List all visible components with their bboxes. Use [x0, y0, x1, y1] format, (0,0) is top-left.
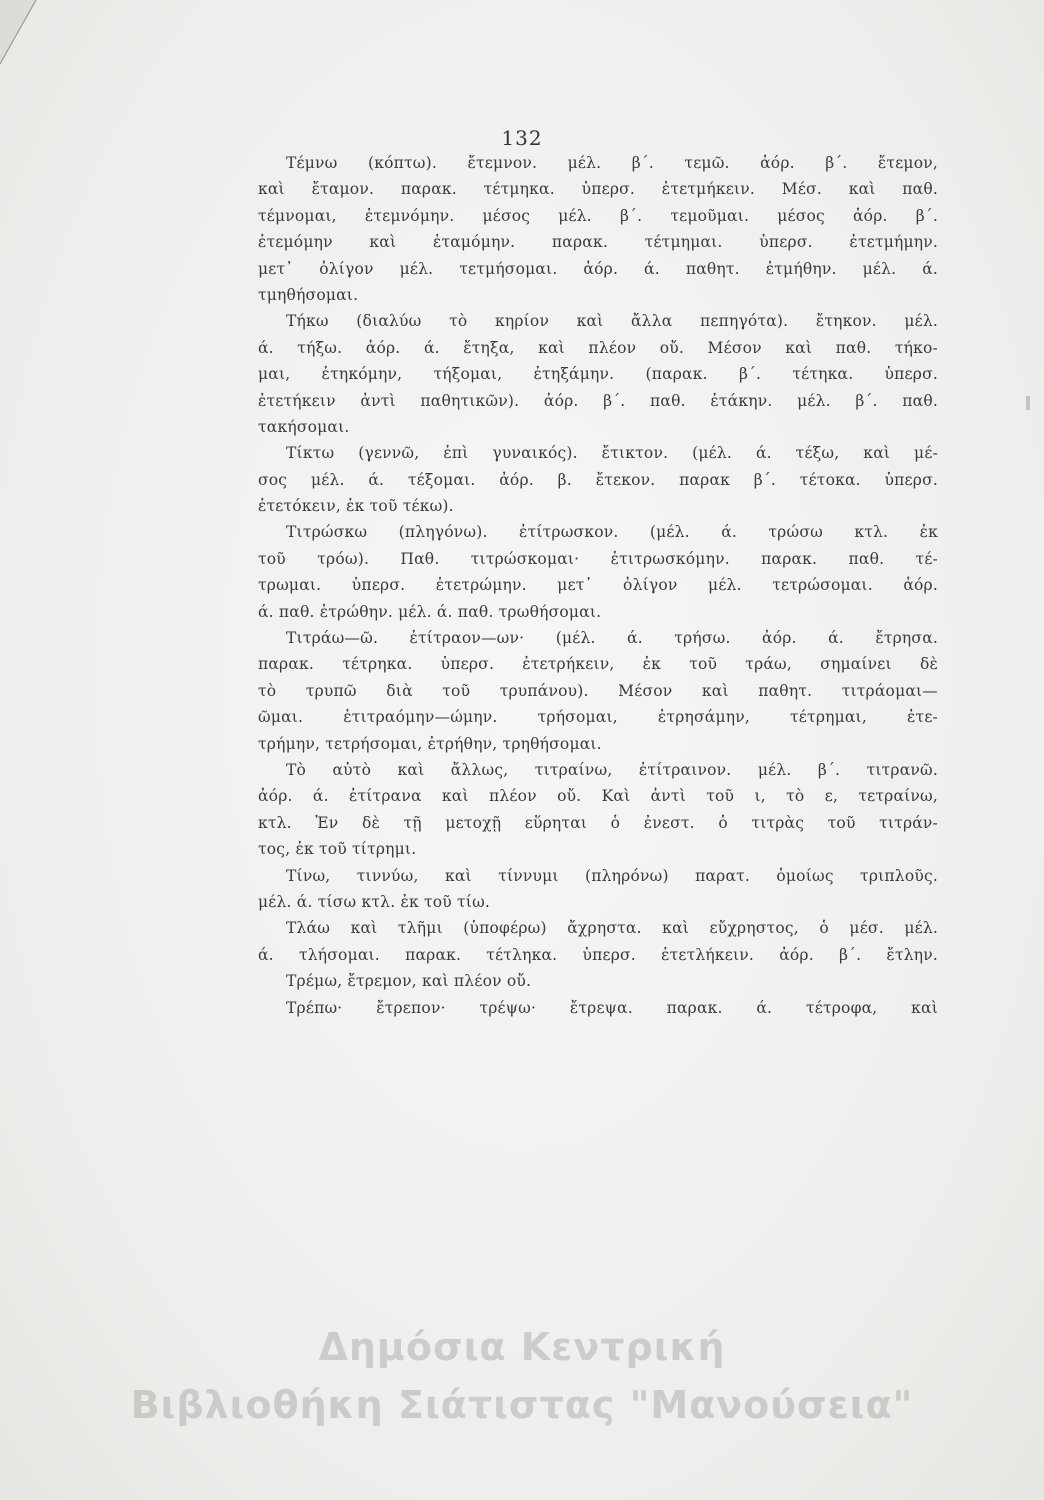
text-line: τμηθήσομαι. [258, 285, 359, 304]
text-line: τακήσομαι. [258, 417, 350, 436]
text-line: ἐτετόκειν, ἐκ τοῦ τέκω). [258, 497, 454, 516]
page-number: 132 [501, 126, 543, 150]
text-line: τος, ἐκ τοῦ τίτρημι. [258, 840, 417, 859]
text-line: Τρέπω· ἔτρεπον· τρέψω· ἔτρεψα. παρακ. ά. τέτροφα, καὶ [286, 998, 938, 1017]
text-line: μέλ. ά. τίσω κτλ. ἐκ τοῦ τίω. [258, 892, 491, 911]
page-corner-fold [0, 0, 40, 70]
text-line: παρακ. τέτρηκα. ὑπερσ. ἐτετρήκειν, ἐκ τοῦ τράω, σημαίνει δὲ [258, 655, 938, 674]
text-line: Τὸ αὐτὸ καὶ ἄλλως, τιτραίνω, ἐτίτραινον. μέλ. β΄. τιτρανῶ. [286, 760, 938, 779]
text-line: μαι, ἐτηκόμην, τήξομαι, ἐτηξάμην. (παρακ. β΄. τέτηκα. ὑπερσ. [258, 365, 938, 384]
text-line: καὶ ἔταμον. παρακ. τέτμηκα. ὑπερσ. ἐτετμήκειν. Μέσ. καὶ παθ. [258, 180, 938, 199]
text-line: Τλάω καὶ τλῆμι (ὑποφέρω) ἄχρηστα. καὶ εὔχρηστος, ὁ μέσ. μέλ. [286, 919, 938, 938]
text-line: τοῦ τρόω). Παθ. τιτρώσκομαι· ἐτιτρωσκόμην. παρακ. παθ. τέ- [258, 549, 938, 568]
text-line: τέμνομαι, ἐτεμνόμην. μέσος μέλ. β΄. τεμοῦμαι. μέσος ἀόρ. β΄. [258, 206, 938, 225]
text-line: Τίνω, τιννύω, καὶ τίννυμι (πληρόνω) παρατ. ὁμοίως τριπλοῦς. [286, 866, 938, 885]
text-line: ἀόρ. ά. ἐτίτρανα καὶ πλέον οὔ. Καὶ ἀντὶ τοῦ ι, τὸ ε, τετραίνω, [258, 787, 938, 806]
text-line: μετ᾽ ὀλίγον μέλ. τετμήσομαι. ἀόρ. ά. παθητ. ἐτμήθην. μέλ. ά. [258, 259, 938, 278]
text-line: ἐτεμόμην καὶ ἐταμόμην. παρακ. τέτμημαι. ὑπερσ. ἐτετμήμην. [258, 233, 938, 252]
watermark-line-1: Δημόσια Κεντρική [318, 1325, 726, 1369]
text-line: ά. τλήσομαι. παρακ. τέτληκα. ὑπερσ. ἐτετλήκειν. ἀόρ. β΄. ἔτλην. [258, 945, 938, 964]
text-line: τρωμαι. ὑπερσ. ἐτετρώμην. μετ᾽ ὀλίγον μέλ. τετρώσομαι. ἀόρ. [258, 576, 938, 595]
text-line: τρήμην, τετρήσομαι, ἐτρήθην, τρηθήσομαι. [258, 734, 602, 753]
watermark-line-2: Βιβλιοθήκη Σιάτιστας "Μανούσεια" [130, 1383, 914, 1427]
text-line: Τέμνω (κόπτω). ἔτεμνον. μέλ. β΄. τεμῶ. ἀόρ. β΄. ἔτεμον, [286, 154, 938, 172]
text-line: ἐτετήκειν ἀντὶ παθητικῶν). ἀόρ. β΄. παθ. ἐτάκην. μέλ. β΄. παθ. [258, 391, 938, 410]
library-watermark [0, 1318, 1044, 1434]
text-line: κτλ. Ἐν δὲ τῇ μετοχῇ εὕρηται ὁ ἐνεστ. ὁ τιτρὰς τοῦ τιτράν- [258, 813, 938, 832]
text-line: Τιτράω—ῶ. ἐτίτραον—ων· (μέλ. ά. τρήσω. ἀόρ. ά. ἔτρησα. [286, 629, 938, 648]
body-text [258, 150, 938, 1021]
text-line: Τίκτω (γεννῶ, ἐπὶ γυναικός). ἔτικτον. (μέλ. ά. τέξω, καὶ μέ- [286, 444, 938, 463]
text-line: Τήκω (διαλύω τὸ κηρίον καὶ ἄλλα πεπηγότα). ἔτηκον. μέλ. [286, 312, 938, 331]
text-line: ά. τήξω. ἀόρ. ά. ἔτηξα, καὶ πλέον οὔ. Μέσον καὶ παθ. τήκο- [258, 338, 938, 357]
text-line: Τιτρώσκω (πληγόνω). ἐτίτρωσκον. (μέλ. ά. τρώσω κτλ. ἐκ [286, 523, 938, 542]
text-line: ῶμαι. ἐτιτραόμην—ώμην. τρήσομαι, ἐτρησάμην, τέτρημαι, ἐτε- [258, 708, 938, 727]
margin-mark [1026, 396, 1030, 410]
text-line: τὸ τρυπῶ διὰ τοῦ τρυπάνου). Μέσον καὶ παθητ. τιτράομαι— [258, 681, 938, 700]
text-line: ά. παθ. ἐτρώθην. μέλ. ά. παθ. τρωθήσομαι. [258, 602, 602, 621]
text-line: Τρέμω, ἔτρεμον, καὶ πλέον οὔ. [286, 972, 532, 991]
text-line: σος μέλ. ά. τέξομαι. ἀόρ. β. ἔτεκον. παρακ β΄. τέτοκα. ὑπερσ. [258, 470, 938, 489]
